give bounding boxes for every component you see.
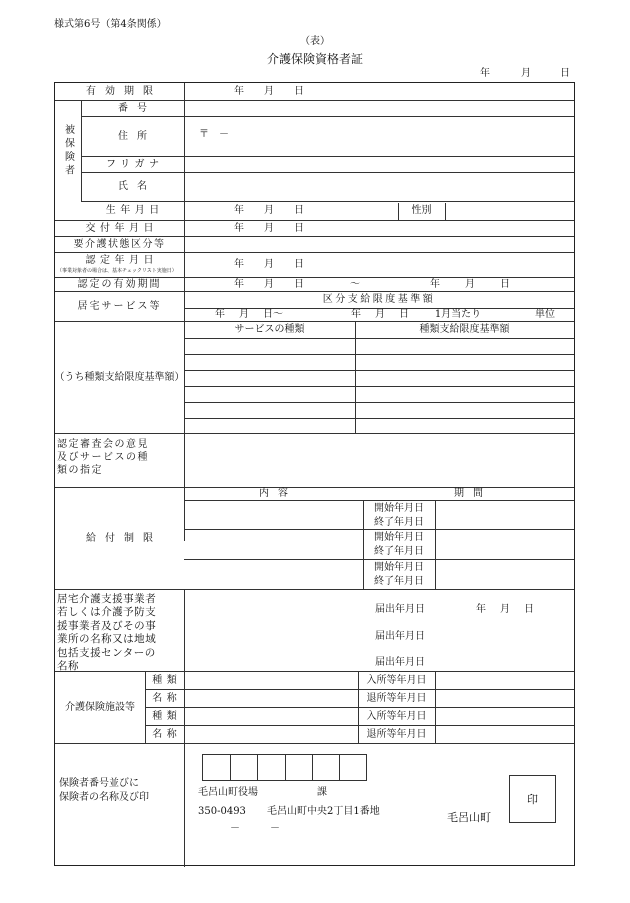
number-label: 番号 (118, 102, 156, 114)
cert-period-end[interactable]: 年 月 日 (430, 278, 510, 290)
cert-period-tilde: ～ (350, 278, 360, 290)
limit-amount-label: 区分支給限度基準額 (322, 294, 436, 305)
report-date-label: 届出年月日 (375, 630, 425, 642)
report-date-label: 届出年月日 (375, 603, 425, 615)
birth-date[interactable]: 年 月 日 (234, 205, 304, 216)
report-date-label: 届出年月日 (375, 656, 425, 668)
insurer-address: 毛呂山町中央2丁目1番地 (267, 806, 380, 817)
period-header: 期間 (454, 488, 492, 499)
header-year: 年 (480, 68, 490, 79)
limit-period-start[interactable]: 年 月 日～ (215, 309, 283, 320)
cert-date-label: 認定年月日 (85, 255, 158, 266)
fac-name-label: 名称 (152, 728, 182, 740)
service-type-header: サービスの種類 (234, 324, 305, 335)
report-date[interactable]: 年 月 日 (476, 603, 534, 615)
birth-label: 生年月日 (105, 205, 164, 216)
start-label: 開始年月日 (374, 531, 424, 543)
admit-label: 入所等年月日 (366, 674, 427, 686)
sex-label: 性別 (411, 205, 432, 216)
seal-box: 印 (509, 775, 556, 823)
cert-period-label: 認定の有効期間 (77, 278, 162, 290)
admit-label: 入所等年月日 (366, 710, 427, 722)
facility-label: 介護保険施設等 (65, 701, 135, 713)
type-limit-note: （うち種類支給限度基準額） (54, 371, 185, 383)
kind-label: 種類 (152, 674, 182, 686)
cert-date[interactable]: 年 月 日 (234, 259, 304, 270)
start-label: 開始年月日 (374, 561, 424, 573)
fac-name-label: 名称 (152, 692, 182, 704)
validity-label: 有効期限 (86, 86, 162, 97)
kind-label: 種類 (152, 710, 182, 722)
insurer-section: 課 (317, 787, 327, 798)
care-level-label: 要介護状態区分等 (73, 238, 166, 250)
discharge-label: 退所等年月日 (366, 692, 427, 704)
validity-date[interactable]: 年 月 日 (234, 86, 304, 97)
committee-label: 認定審査会の意見 及びサービスの種 類の指定 (57, 439, 149, 476)
type-limit-header: 種類支給限度基準額 (419, 324, 510, 335)
start-label: 開始年月日 (374, 502, 424, 514)
form-number: 様式第6号（第4条関係） (54, 19, 167, 30)
support-office-label: 居宅介護支援事業者 若しくは介護予防支 援事業者及びその事 業所の名称又は地域 包括支援センターの 名称 (57, 593, 157, 673)
cert-period-start[interactable]: 年 月 日 (234, 278, 304, 290)
insurer-number-boxes[interactable] (202, 754, 367, 781)
per-month-label: 1月当たり (434, 309, 482, 320)
address-label: 住所 (118, 130, 156, 142)
end-label: 終了年月日 (374, 545, 424, 557)
home-service-label: 居宅サービス等 (77, 300, 162, 312)
issue-date-label: 交付年月日 (85, 222, 158, 234)
header-month: 月 (521, 68, 531, 79)
issue-date[interactable]: 年 月 日 (234, 222, 304, 234)
benefit-limit-label: 給付制限 (86, 532, 162, 544)
insurer-phone: － － (230, 823, 280, 834)
discharge-label: 退所等年月日 (366, 728, 427, 740)
page-title: 介護保険資格者証 (266, 52, 363, 66)
cert-date-note: （事業対象者の場合は、基本チェックリスト実施日） (57, 268, 177, 274)
end-label: 終了年月日 (374, 516, 424, 528)
insurer-office: 毛呂山町役場 (198, 787, 258, 798)
furigana-label: フリガナ (106, 158, 164, 170)
content-header: 内容 (259, 488, 297, 499)
header-day: 日 (560, 68, 570, 79)
insurer-label: 保険者番号並びに 保険者の名称及び印 (59, 778, 149, 803)
certificate-form (54, 82, 575, 866)
end-label: 終了年月日 (374, 575, 424, 587)
unit-label: 単位 (535, 309, 555, 320)
insurer-zip: 350-0493 (198, 806, 246, 817)
insurer-town: 毛呂山町 (447, 811, 491, 824)
name-label: 氏名 (118, 181, 156, 192)
side-label: （表） (300, 36, 330, 47)
limit-period-end[interactable]: 年 月 日 (351, 309, 409, 320)
insured-label: 被保険者 (62, 123, 74, 178)
postal-mark: 〒 － (199, 129, 229, 140)
